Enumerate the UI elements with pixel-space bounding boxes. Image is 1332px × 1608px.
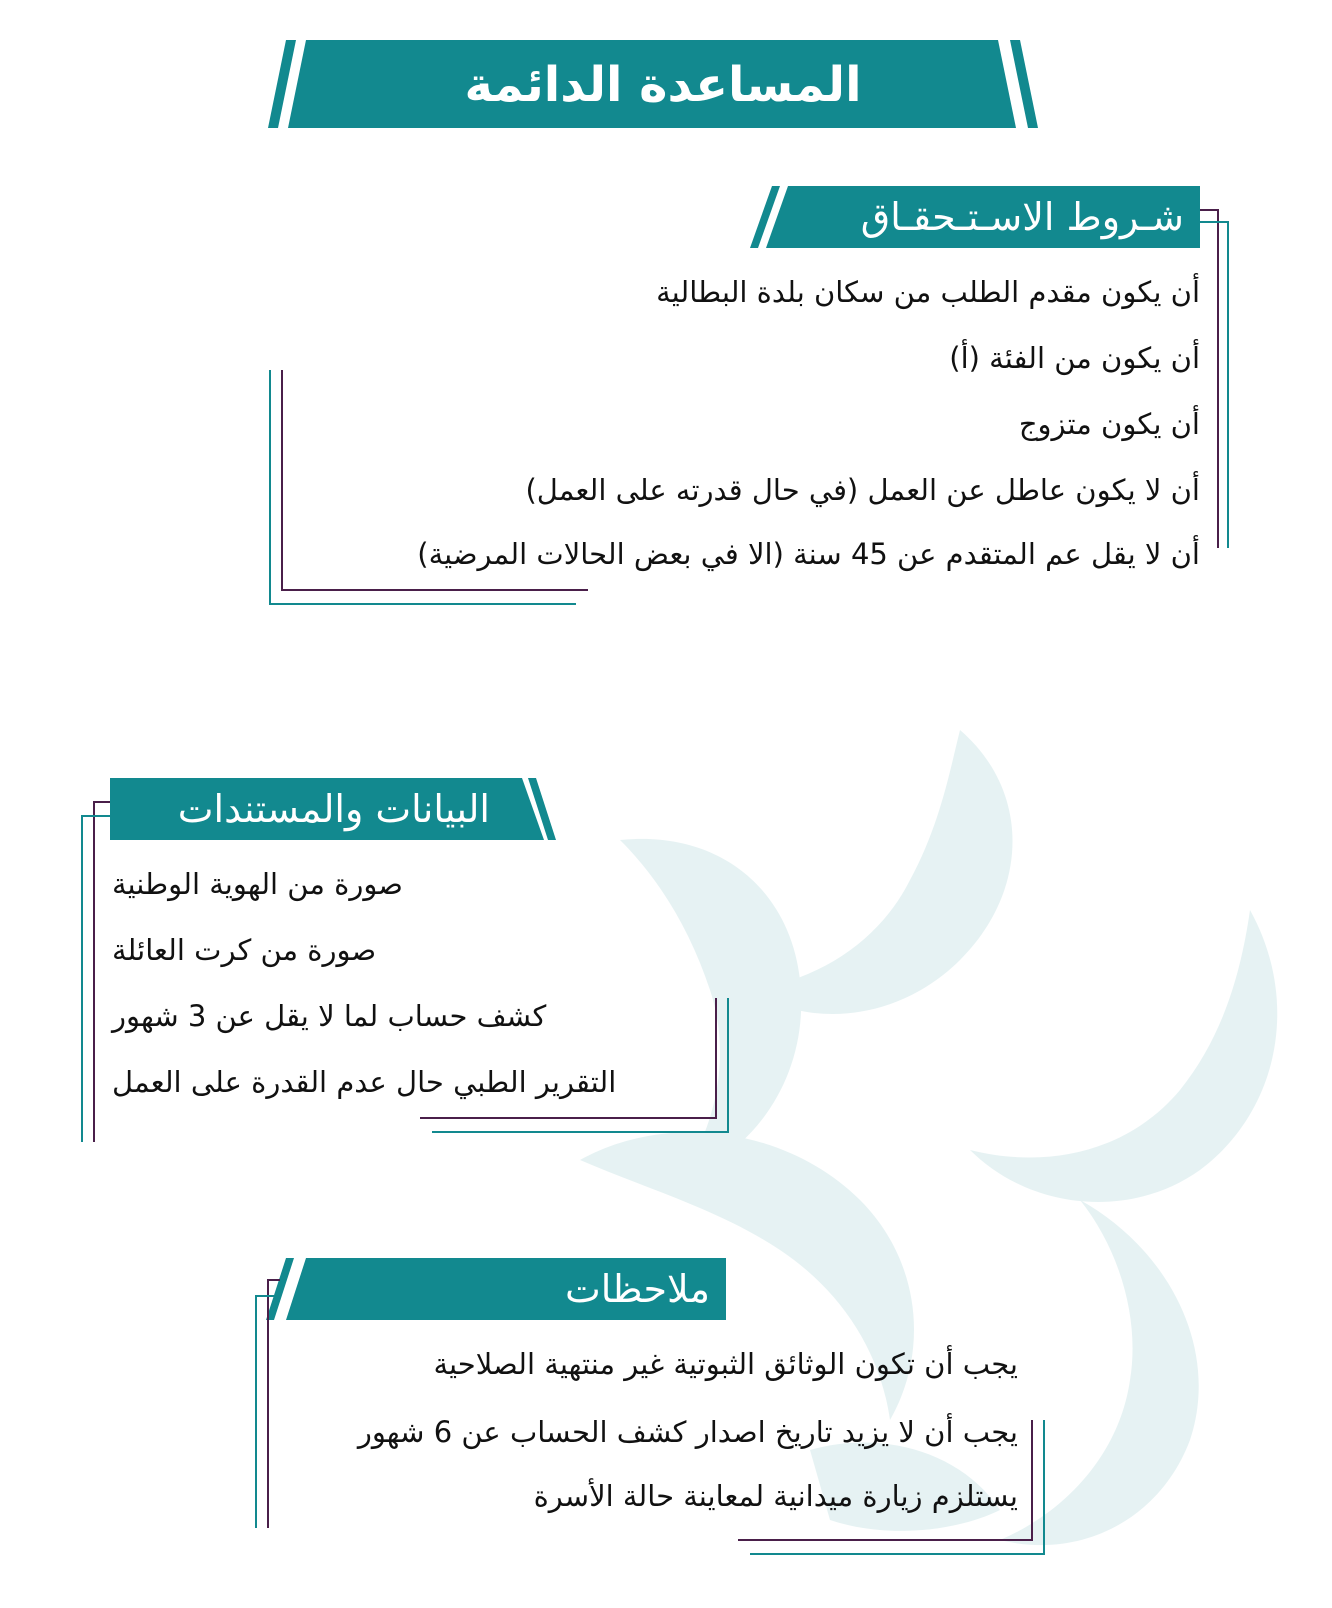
- list-item: يستلزم زيارة ميدانية لمعاينة حالة الأسرة: [533, 1479, 1018, 1513]
- list-item: أن يكون متزوج: [1018, 407, 1200, 441]
- list-item: صورة من الهوية الوطنية: [112, 867, 403, 901]
- list-item: أن يكون من الفئة (أ): [949, 341, 1200, 375]
- section-heading-label: شـروط الاسـتـحقـاق: [860, 195, 1184, 239]
- page-title-banner: [268, 40, 1058, 130]
- section-heading-eligibility: [750, 186, 1202, 250]
- list-item: يجب أن تكون الوثائق الثبوتية غير منتهية الصلاحية: [433, 1347, 1018, 1381]
- list-item: التقرير الطبي حال عدم القدرة على العمل: [112, 1065, 617, 1099]
- list-item: أن لا يقل عم المتقدم عن 45 سنة (الا في بعض الحالات المرضية): [417, 537, 1200, 571]
- section-heading-label: ملاحظات: [564, 1267, 710, 1311]
- section-heading-notes: [266, 1258, 728, 1322]
- section-heading-label: البيانات والمستندات: [177, 787, 490, 831]
- list-item: يجب أن لا يزيد تاريخ اصدار كشف الحساب عن 6 شهور: [357, 1415, 1018, 1449]
- section-heading-documents: [110, 778, 556, 842]
- list-item: أن لا يكون عاطل عن العمل (في حال قدرته على العمل): [525, 473, 1200, 507]
- list-item: أن يكون مقدم الطلب من سكان بلدة البطالية: [656, 275, 1200, 309]
- list-item: صورة من كرت العائلة: [112, 933, 377, 967]
- list-item: كشف حساب لما لا يقل عن 3 شهور: [112, 999, 547, 1033]
- page-title: المساعدة الدائمة: [464, 57, 862, 113]
